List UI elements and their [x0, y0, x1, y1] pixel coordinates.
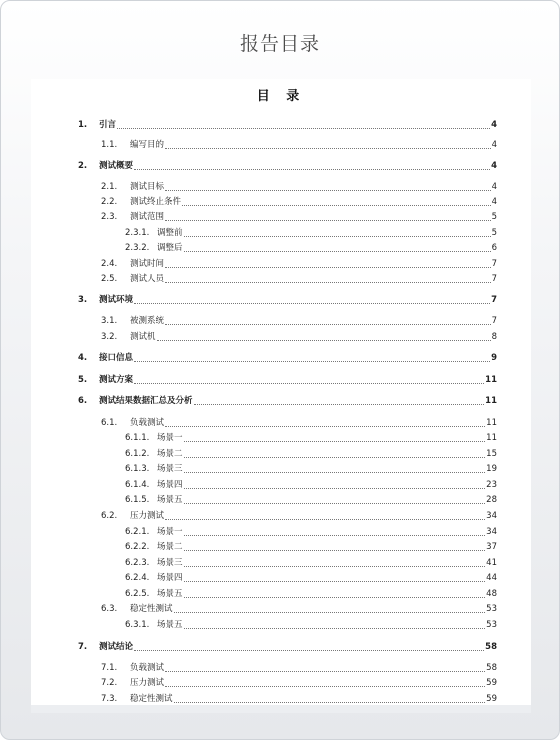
toc-entry-number: 6.1.5. — [125, 495, 150, 505]
toc-entry-number: 7. — [78, 642, 88, 652]
toc-entry-number: 1. — [78, 120, 88, 130]
toc-entry-page: 11 — [485, 396, 497, 406]
toc-entry-number: 7.2. — [101, 678, 118, 688]
toc-entry[interactable] — [125, 462, 497, 475]
toc-entry-label: 场景一 — [157, 433, 183, 443]
page-edge — [31, 705, 531, 713]
toc-entry[interactable] — [125, 493, 497, 506]
toc-entry-page: 41 — [486, 558, 497, 568]
toc-entry[interactable] — [125, 431, 497, 444]
toc-entry[interactable] — [101, 416, 497, 429]
toc-entry-number: 1.1. — [101, 140, 118, 150]
toc-entry-number: 5. — [78, 375, 88, 385]
toc-heading: 目 录 — [256, 89, 306, 104]
toc-entry[interactable] — [101, 138, 497, 151]
toc-leader-dots — [184, 251, 491, 252]
toc-entry-page: 58 — [486, 663, 497, 673]
toc-entry-label: 编写目的 — [130, 140, 165, 150]
toc-leader-dots — [174, 702, 486, 703]
toc-leader-dots — [117, 128, 490, 129]
toc-list — [31, 79, 531, 707]
toc-leader-dots — [157, 340, 491, 341]
toc-entry-label: 稳定性测试 — [130, 604, 173, 614]
toc-entry[interactable] — [101, 676, 497, 689]
toc-entry[interactable] — [101, 210, 497, 223]
toc-entry[interactable] — [125, 525, 497, 538]
toc-leader-dots — [184, 628, 486, 629]
toc-leader-dots — [182, 205, 491, 206]
toc-leader-dots — [184, 503, 486, 504]
toc-entry-label: 接口信息 — [99, 353, 134, 363]
toc-entry[interactable] — [125, 447, 497, 460]
toc-entry-page: 53 — [486, 620, 497, 630]
toc-entry-page: 37 — [486, 542, 497, 552]
toc-entry-label: 调整后 — [157, 243, 183, 253]
toc-entry-page: 28 — [486, 495, 497, 505]
toc-entry-page: 8 — [491, 332, 497, 342]
toc-entry-label: 场景三 — [157, 464, 183, 474]
toc-entry[interactable] — [125, 241, 497, 254]
toc-entry[interactable] — [125, 478, 497, 491]
toc-entry-page: 5 — [491, 228, 497, 238]
toc-entry-label: 测试人员 — [130, 274, 165, 284]
toc-leader-dots — [165, 282, 491, 283]
toc-entry-number: 2.1. — [101, 182, 118, 192]
toc-entry-label: 测试时间 — [130, 259, 165, 269]
toc-entry-number: 3. — [78, 295, 88, 305]
toc-entry-page: 11 — [485, 375, 497, 385]
toc-entry-label: 调整前 — [157, 228, 183, 238]
toc-entry[interactable] — [101, 330, 497, 343]
toc-entry-label: 压力测试 — [130, 678, 165, 688]
toc-entry[interactable] — [78, 640, 497, 653]
toc-entry-number: 6.1. — [101, 418, 118, 428]
toc-entry-label: 测试方案 — [99, 375, 134, 385]
toc-leader-dots — [165, 426, 485, 427]
toc-entry-label: 场景四 — [157, 480, 183, 490]
toc-entry-number: 6.2.2. — [125, 542, 150, 552]
toc-entry-number: 7.3. — [101, 694, 118, 704]
toc-leader-dots — [184, 581, 486, 582]
toc-entry-label: 测试结果数据汇总及分析 — [99, 396, 193, 406]
toc-entry-page: 48 — [486, 589, 497, 599]
toc-entry-number: 6.2.4. — [125, 573, 150, 583]
toc-entry-page: 6 — [491, 243, 497, 253]
toc-entry-page: 9 — [491, 353, 497, 363]
toc-entry-label: 场景四 — [157, 573, 183, 583]
toc-entry-number: 2.5. — [101, 274, 118, 284]
toc-entry-number: 2.4. — [101, 259, 118, 269]
toc-leader-dots — [184, 566, 486, 567]
toc-entry-number: 6.3.1. — [125, 620, 150, 630]
toc-leader-dots — [184, 441, 486, 442]
toc-entry-label: 测试结论 — [99, 642, 134, 652]
toc-entry-page: 4 — [491, 182, 497, 192]
toc-entry-number: 6.2.3. — [125, 558, 150, 568]
toc-leader-dots — [184, 488, 486, 489]
toc-entry-number: 6.1.2. — [125, 449, 150, 459]
toc-leader-dots — [134, 383, 484, 384]
toc-entry-page: 34 — [486, 527, 497, 537]
toc-leader-dots — [184, 472, 486, 473]
toc-leader-dots — [165, 220, 491, 221]
toc-entry-label: 负载测试 — [130, 663, 165, 673]
toc-entry-label: 稳定性测试 — [130, 694, 173, 704]
toc-entry[interactable] — [78, 373, 497, 386]
toc-entry-number: 3.1. — [101, 316, 118, 326]
toc-entry-label: 场景五 — [157, 620, 183, 630]
toc-entry[interactable] — [78, 351, 497, 364]
toc-leader-dots — [184, 550, 486, 551]
toc-entry-label: 场景三 — [157, 558, 183, 568]
toc-entry[interactable] — [125, 226, 497, 239]
toc-entry[interactable] — [125, 540, 497, 553]
toc-entry-number: 2.3.2. — [125, 243, 150, 253]
toc-leader-dots — [165, 190, 491, 191]
toc-entry-label: 压力测试 — [130, 511, 165, 521]
toc-entry-number: 2.3.1. — [125, 228, 150, 238]
toc-entry-number: 6.2.5. — [125, 589, 150, 599]
toc-entry-number: 6.3. — [101, 604, 118, 614]
toc-entry[interactable] — [101, 692, 497, 705]
toc-entry[interactable] — [78, 118, 497, 131]
toc-entry[interactable] — [101, 180, 497, 193]
toc-entry-label: 测试概要 — [99, 161, 134, 171]
toc-entry-label: 测试机 — [130, 332, 156, 342]
toc-entry-page: 11 — [486, 433, 497, 443]
toc-entry-label: 场景二 — [157, 449, 183, 459]
toc-entry[interactable] — [101, 272, 497, 285]
toc-entry[interactable] — [125, 571, 497, 584]
toc-entry-label: 场景二 — [157, 542, 183, 552]
toc-entry-number: 2.3. — [101, 212, 118, 222]
toc-entry-page: 53 — [486, 604, 497, 614]
toc-leader-dots — [165, 686, 485, 687]
toc-leader-dots — [165, 519, 485, 520]
toc-entry-page: 7 — [491, 295, 497, 305]
toc-entry-page: 7 — [491, 316, 497, 326]
toc-entry[interactable] — [101, 602, 497, 615]
toc-entry-page: 58 — [485, 642, 497, 652]
toc-leader-dots — [174, 612, 486, 613]
toc-entry-page: 15 — [486, 449, 497, 459]
toc-entry-label: 引言 — [99, 120, 117, 130]
toc-entry-page: 7 — [491, 274, 497, 284]
toc-leader-dots — [165, 671, 485, 672]
toc-entry-label: 场景五 — [157, 495, 183, 505]
toc-leader-dots — [165, 148, 491, 149]
toc-leader-dots — [134, 650, 484, 651]
toc-entry-number: 6.1.4. — [125, 480, 150, 490]
toc-leader-dots — [165, 267, 491, 268]
toc-entry-page: 4 — [491, 140, 497, 150]
toc-entry-page: 59 — [486, 694, 497, 704]
toc-leader-dots — [184, 236, 491, 237]
toc-entry-number: 2. — [78, 161, 88, 171]
toc-entry-label: 场景五 — [157, 589, 183, 599]
toc-entry-page: 4 — [491, 197, 497, 207]
toc-leader-dots — [184, 597, 486, 598]
toc-entry-label: 场景一 — [157, 527, 183, 537]
toc-leader-dots — [134, 361, 490, 362]
toc-entry[interactable] — [125, 587, 497, 600]
toc-entry[interactable] — [78, 394, 497, 407]
toc-entry[interactable] — [101, 195, 497, 208]
toc-leader-dots — [184, 457, 486, 458]
toc-entry-number: 6.1.3. — [125, 464, 150, 474]
toc-entry-page: 23 — [486, 480, 497, 490]
toc-entry-page: 5 — [491, 212, 497, 222]
toc-entry-number: 3.2. — [101, 332, 118, 342]
toc-entry-label: 被测系统 — [130, 316, 165, 326]
toc-leader-dots — [194, 404, 485, 405]
toc-entry-number: 7.1. — [101, 663, 118, 673]
toc-entry[interactable] — [125, 618, 497, 631]
toc-entry-number: 4. — [78, 353, 88, 363]
toc-entry-label: 测试范围 — [130, 212, 165, 222]
toc-entry-number: 2.2. — [101, 197, 118, 207]
toc-entry-number: 6.2.1. — [125, 527, 150, 537]
page-title: 报告目录 — [239, 33, 320, 55]
toc-entry[interactable] — [78, 293, 497, 306]
toc-entry-page: 7 — [491, 259, 497, 269]
toc-entry-page: 11 — [486, 418, 497, 428]
toc-entry[interactable] — [78, 159, 497, 172]
toc-entry[interactable] — [125, 556, 497, 569]
toc-leader-dots — [134, 169, 490, 170]
toc-entry-label: 负载测试 — [130, 418, 165, 428]
toc-entry-number: 6. — [78, 396, 88, 406]
toc-entry-number: 6.1.1. — [125, 433, 150, 443]
toc-entry-label: 测试终止条件 — [130, 197, 182, 207]
toc-entry-label: 测试目标 — [130, 182, 165, 192]
document-page — [31, 79, 531, 707]
toc-entry-label: 测试环境 — [99, 295, 134, 305]
toc-entry-page: 4 — [491, 120, 497, 130]
toc-leader-dots — [184, 535, 486, 536]
toc-entry[interactable] — [101, 257, 497, 270]
toc-entry-page: 44 — [486, 573, 497, 583]
toc-entry-number: 6.2. — [101, 511, 118, 521]
toc-entry[interactable] — [101, 314, 497, 327]
toc-entry-page: 59 — [486, 678, 497, 688]
toc-leader-dots — [165, 324, 491, 325]
toc-entry-page: 19 — [486, 464, 497, 474]
toc-leader-dots — [134, 303, 490, 304]
toc-entry[interactable] — [101, 509, 497, 522]
toc-entry-page: 34 — [486, 511, 497, 521]
toc-entry-page: 4 — [491, 161, 497, 171]
toc-entry[interactable] — [101, 661, 497, 674]
